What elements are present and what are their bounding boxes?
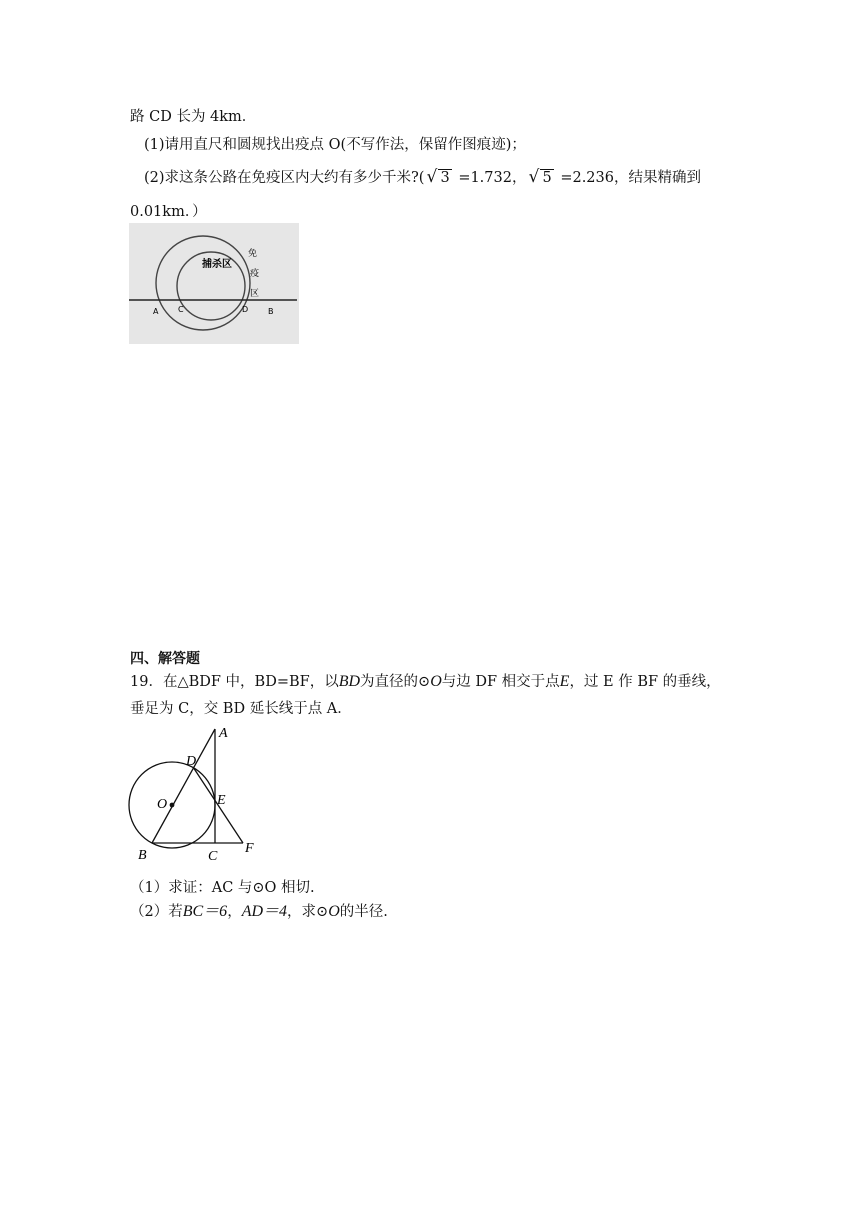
inner-region-label: 捕杀区 xyxy=(202,259,232,270)
q19-bc-eq: BC＝6 xyxy=(182,903,228,920)
label-a: A xyxy=(219,726,228,741)
section-heading: 四、解答题 xyxy=(130,651,200,667)
label-b: B xyxy=(138,848,147,862)
label-e: E xyxy=(217,793,226,808)
q19-text-c: 与边 DF 相交于点 xyxy=(441,674,560,690)
q19-o: O xyxy=(430,673,442,690)
sqrt-3: √ 3 xyxy=(426,167,450,187)
problem-line-1: 路 CD 长为 4km． xyxy=(130,109,257,125)
q19-sub2-text-b: ，求 xyxy=(287,904,317,920)
q19-e: E xyxy=(559,673,570,690)
q19-comma: ， xyxy=(227,904,242,920)
point-d-label: D xyxy=(242,305,249,314)
q19-sub2-text-c: 的半径. xyxy=(339,904,388,920)
point-a-label: A xyxy=(153,307,159,316)
sqrt-3-radicand: 3 xyxy=(440,170,450,186)
quarantine-diagram xyxy=(129,223,299,344)
triangle-circle-diagram xyxy=(126,722,261,862)
q19-text-d: ，过 E 作 BF 的垂线， xyxy=(569,674,721,690)
question-19-line-2: 垂足为 C，交 BD 延长线于点 A． xyxy=(130,701,352,717)
problem-line-4: 0.01km．） xyxy=(130,204,207,220)
sqrt-5: √ 5 xyxy=(528,167,552,187)
quarantine-figure xyxy=(129,223,299,344)
question-19-sub-2 xyxy=(130,898,388,921)
triangle-circle-figure xyxy=(126,722,261,862)
part-2-text-a: (2)求这条公路在免疫区内大约有多少千米?( xyxy=(144,170,425,186)
label-o: O xyxy=(157,797,168,812)
q19-ad-eq: AD＝4 xyxy=(241,903,288,920)
sqrt-5-radicand: 5 xyxy=(542,170,552,186)
outer-region-label-2: 疫 xyxy=(250,269,260,279)
question-19-line-1 xyxy=(130,670,721,691)
point-c-label: C xyxy=(178,305,184,314)
outer-circle xyxy=(156,236,250,330)
q19-text-b: 为直径的 xyxy=(360,674,419,690)
q19-sub2-text-a: （2）若 xyxy=(130,904,183,920)
label-f: F xyxy=(245,841,254,856)
q19-o-2: O xyxy=(328,903,340,920)
outer-region-label-3: 区 xyxy=(250,289,260,299)
label-d: D xyxy=(186,754,197,769)
problem-part-1: (1)请用直尺和圆规找出疫点 O(不写作法，保留作图痕迹)； xyxy=(144,137,526,153)
circle-symbol: ⊙ xyxy=(418,674,431,690)
label-c: C xyxy=(208,849,218,862)
center-point-o xyxy=(170,803,175,808)
point-b-label: B xyxy=(268,307,274,316)
problem-part-2 xyxy=(144,166,701,187)
part-2-text-b: =1.732， xyxy=(458,170,527,186)
circle-symbol-2: ⊙ xyxy=(316,904,329,920)
question-19-sub-1: （1）求证：AC 与⊙O 相切. xyxy=(130,880,315,896)
outer-region-label-1: 免 xyxy=(248,249,258,259)
q19-bd: BD xyxy=(338,673,361,690)
part-2-text-c: =2.236，结果精确到 xyxy=(560,170,701,186)
q19-text-a: 19．在△BDF 中，BD=BF，以 xyxy=(130,674,339,690)
